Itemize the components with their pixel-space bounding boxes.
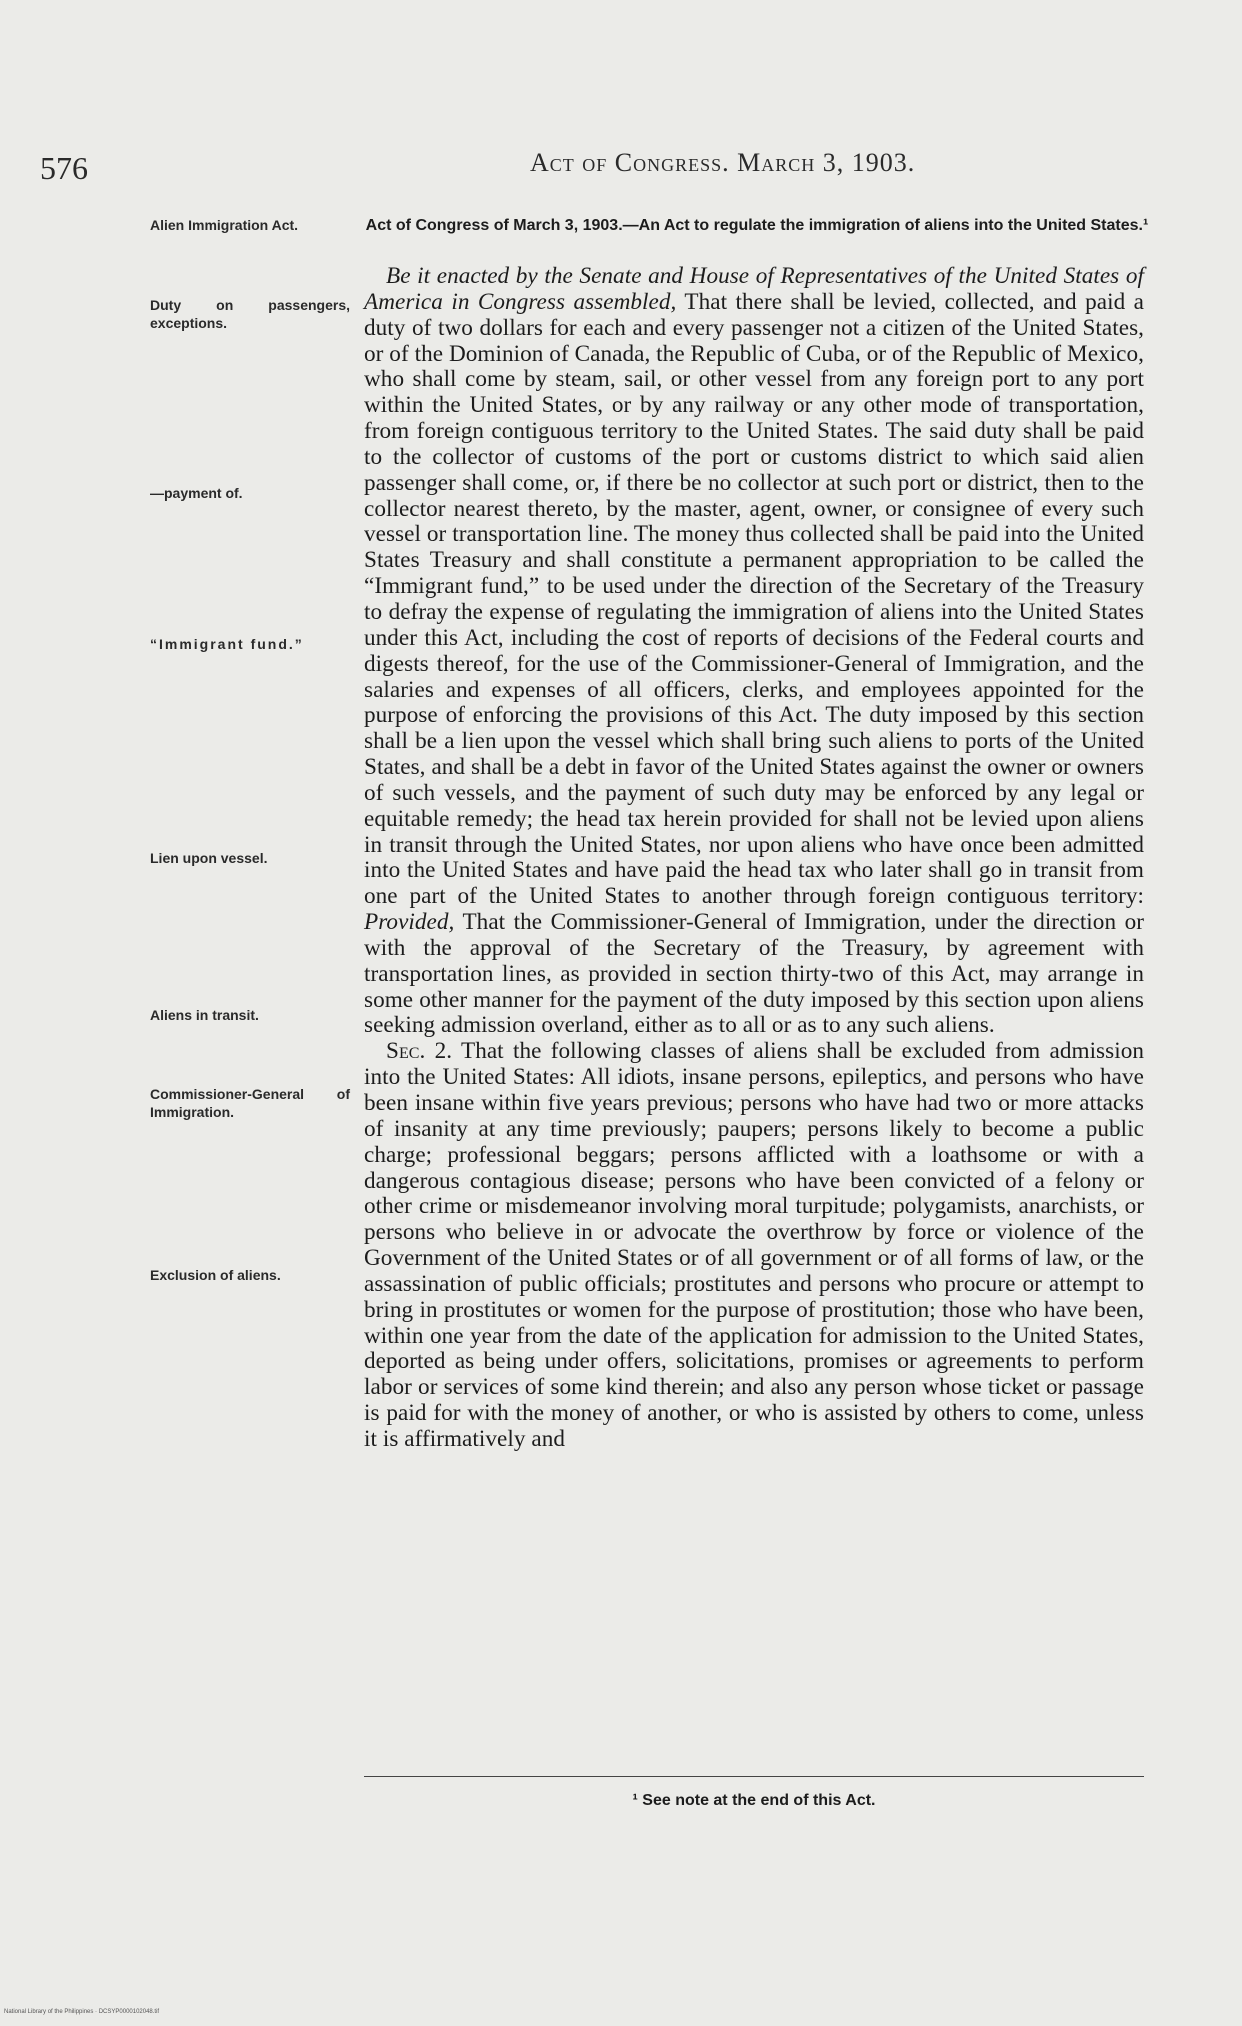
proviso-word: Provided,: [364, 909, 455, 936]
section-2-text: That the following classes of aliens shall be excluded from admission into the United States: All idiots, insane persons, epileptics, and persons who have been insane within five years previous; persons who have had two or more attacks of insanity at any time previously; paupers; persons likely to become a public charge; professional beggars; persons afflicted with a loathsome or with a dangerous contagious disease; persons who have been convicted of a felony or other crime or misdemeanor involving moral turpitude; polygamists, anarchists, or persons who believe in or advocate the overthrow by force or violence of the Government of the United States or of all government or of all forms of law, or the assassination of public officials; prostitutes and persons who procure or attempt to bring in prostitutes or women for the purpose of prostitution; those who have been, within one year from the date of the application for admission to the United States, deported as being under offers, solicitations, promises or agreements to perform labor or services of some kind therein; and also any person whose ticket or passage is paid for with the money of another, or who is assisted by others to come, unless it is affirmatively and: [364, 1038, 1144, 1452]
scan-imprint: National Library of the Philippines · DCSYP0000102048.tif: [4, 2009, 160, 2015]
section-2-label: Sec. 2.: [386, 1038, 453, 1065]
margin-note-alien-immigration-act: Alien Immigration Act.: [150, 217, 299, 233]
enacting-clause: Be it enacted by the Senate and House of Representatives of the United States of America in Congress assembled,: [364, 263, 1144, 315]
section-1-text-a: That there shall be levied, collected, and paid a duty of two dollars for each and every passenger not a citizen of the United States, or of the Dominion of Canada, the Republic of Cuba, or of the Republic of Mexico, who shall come by steam, sail, or other vessel from any foreign port to any port within the United States, or by any railway or any other mode of transportation, from foreign contiguous territory to the United States. The said duty shall be paid to the collector of customs of the port or customs district to which said alien passenger shall come, or, if there be no collector at such port or district, then to the collector nearest thereto, by the master, agent, owner, or consignee of every such vessel or transportation line. The money thus collected shall be paid into the United States Treasury and shall constitute a permanent appropriation to be called the “Immigrant fund,” to be used under the direction of the Secretary of the Treasury to defray the expense of regulating the immigration of aliens into the United States under this Act, including the cost of reports of decisions of the Federal courts and digests thereof, for the use of the Commissioner-General of Immigration, and the salaries and expenses of all officers, clerks, and employees appointed for the purpose of enforcing the provisions of this Act. The duty imposed by this section shall be a lien upon the vessel which shall bring such aliens to ports of the United States, and shall be a debt in favor of the United States against the owner or owners of such vessels, and the payment of such duty may be enforced by any legal or equitable remedy; the head tax herein provided for shall not be levied upon aliens in transit through the United States, nor upon aliens who have once been admitted into the United States and have paid the head tax who later shall go in transit from one part of the United States to another through foreign contiguous territory:: [364, 288, 1144, 910]
margin-note-immigrant-fund: “Immigrant fund.”: [150, 636, 304, 652]
margin-note-duty-on-passengers: Duty on passengers, exceptions.: [150, 297, 350, 331]
margin-note-exclusion-of-aliens: Exclusion of aliens.: [150, 1267, 281, 1283]
page-number: 576: [40, 150, 88, 186]
section-1-text-b: That the Commissioner-General of Immigration, under the direction or with the approval of the Secretary of the Treasury, by agreement with transportation lines, as provided in section thirty-two of this Act, may arrange in some other manner for the payment of the duty imposed by this section upon aliens seeking admission overland, either as to all or as to any such aliens.: [364, 909, 1144, 1039]
footnote: ¹ See note at the end of this Act.: [632, 1792, 876, 1809]
body-text: [364, 264, 1144, 1453]
margin-note-lien-upon-vessel: Lien upon vessel.: [150, 850, 268, 866]
running-head: Act of Congress. March 3, 1903.: [530, 148, 916, 177]
footnote-divider: [364, 1776, 1144, 1777]
act-title: Act of Congress of March 3, 1903.—An Act to regulate the immigration of aliens into the United States.¹: [365, 217, 1149, 234]
margin-note-payment-of: —payment of.: [150, 485, 243, 501]
section-1-paragraph: [364, 264, 1144, 1039]
margin-note-commissioner-general: Commissioner-General of Immigration.: [150, 1086, 350, 1120]
margin-note-aliens-in-transit: Aliens in transit.: [150, 1007, 259, 1023]
section-2-paragraph: [364, 1039, 1144, 1453]
